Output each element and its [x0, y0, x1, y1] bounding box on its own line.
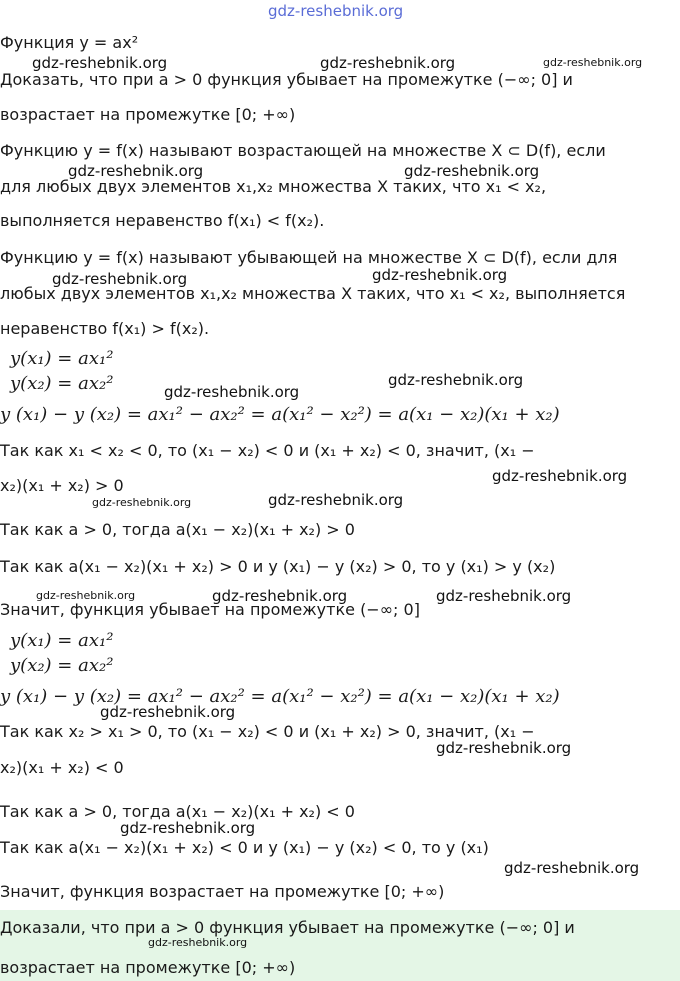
- formula-y-x2: y(x₂) = ax₂²: [10, 373, 114, 394]
- formula-y-x1: y(x₁) = ax₁²: [10, 348, 114, 369]
- text-line-4: Функцию y = f(x) называют возрастающей на множестве X ⊂ D(f), если: [0, 141, 606, 160]
- watermark: gdz-reshebnik.org: [52, 270, 188, 288]
- text-line-1: Функция y = ax²: [0, 33, 139, 52]
- watermark: gdz-reshebnik.org: [404, 162, 540, 180]
- text-line-7: Функцию y = f(x) называют убывающей на множестве X ⊂ D(f), если для: [0, 248, 618, 267]
- text-line-16: Так как a(x₁ − x₂)(x₁ + x₂) > 0 и y (x₁) − y (x₂) > 0, то y (x₁) > y (x₂): [0, 557, 556, 576]
- text-line-21: Так как x₂ > x₁ > 0, то (x₁ − x₂) < 0 и (x₁ + x₂) > 0, значит, (x₁ −: [0, 722, 535, 741]
- formula-y-x1-2: y(x₁) = ax₁²: [10, 630, 114, 651]
- watermark: gdz-reshebnik.org: [68, 162, 204, 180]
- watermark: gdz-reshebnik.org: [32, 54, 168, 72]
- conclusion-line-1: Доказали, что при a > 0 функция убывает на промежутке (−∞; 0] и: [0, 918, 575, 937]
- formula-difference: y (x₁) − y (x₂) = ax₁² − ax₂² = a(x₁² − x₂²) = a(x₁ − x₂)(x₁ + x₂): [0, 404, 560, 425]
- formula-y-x2-2: y(x₂) = ax₂²: [10, 655, 114, 676]
- text-line-25: Значит, функция возрастает на промежутке [0; +∞): [0, 882, 445, 901]
- watermark: gdz-reshebnik.org: [320, 54, 456, 72]
- text-line-5: для любых двух элементов x₁,x₂ множества X таких, что x₁ < x₂,: [0, 177, 547, 196]
- watermark: gdz-reshebnik.org: [100, 703, 236, 721]
- text-line-6: выполняется неравенство f(x₁) < f(x₂).: [0, 211, 325, 230]
- text-line-23: Так как a > 0, тогда a(x₁ − x₂)(x₁ + x₂) < 0: [0, 802, 355, 821]
- watermark: gdz-reshebnik.org: [388, 371, 524, 389]
- watermark: gdz-reshebnik.org: [504, 859, 640, 877]
- text-line-17: Значит, функция убывает на промежутке (−∞; 0]: [0, 600, 420, 619]
- watermark: gdz-reshebnik.org: [212, 587, 348, 605]
- text-line-3: возрастает на промежутке [0; +∞): [0, 105, 296, 124]
- text-line-24: Так как a(x₁ − x₂)(x₁ + x₂) < 0 и y (x₁) − y (x₂) < 0, то y (x₁): [0, 838, 489, 857]
- text-line-8: любых двух элементов x₁,x₂ множества X таких, что x₁ < x₂, выполняется: [0, 284, 626, 303]
- watermark: gdz-reshebnik.org: [372, 266, 508, 284]
- conclusion-line-2: возрастает на промежутке [0; +∞): [0, 958, 296, 977]
- watermark: gdz-reshebnik.org: [164, 383, 300, 401]
- text-line-9: неравенство f(x₁) > f(x₂).: [0, 319, 210, 338]
- watermark: gdz-reshebnik.org: [92, 496, 192, 509]
- text-line-14: x₂)(x₁ + x₂) > 0: [0, 476, 124, 495]
- watermark: gdz-reshebnik.org: [268, 2, 404, 20]
- formula-difference-2: y (x₁) − y (x₂) = ax₁² − ax₂² = a(x₁² − x₂²) = a(x₁ − x₂)(x₁ + x₂): [0, 686, 560, 707]
- text-line-2: Доказать, что при a > 0 функция убывает на промежутке (−∞; 0] и: [0, 70, 573, 89]
- watermark: gdz-reshebnik.org: [436, 587, 572, 605]
- text-line-22: x₂)(x₁ + x₂) < 0: [0, 758, 124, 777]
- watermark: gdz-reshebnik.org: [148, 936, 248, 949]
- watermark: gdz-reshebnik.org: [543, 56, 643, 69]
- watermark: gdz-reshebnik.org: [436, 739, 572, 757]
- watermark: gdz-reshebnik.org: [492, 467, 628, 485]
- watermark: gdz-reshebnik.org: [36, 589, 136, 602]
- text-line-15: Так как a > 0, тогда a(x₁ − x₂)(x₁ + x₂) > 0: [0, 520, 355, 539]
- text-line-13: Так как x₁ < x₂ < 0, то (x₁ − x₂) < 0 и (x₁ + x₂) < 0, значит, (x₁ −: [0, 441, 535, 460]
- watermark: gdz-reshebnik.org: [120, 819, 256, 837]
- watermark: gdz-reshebnik.org: [268, 491, 404, 509]
